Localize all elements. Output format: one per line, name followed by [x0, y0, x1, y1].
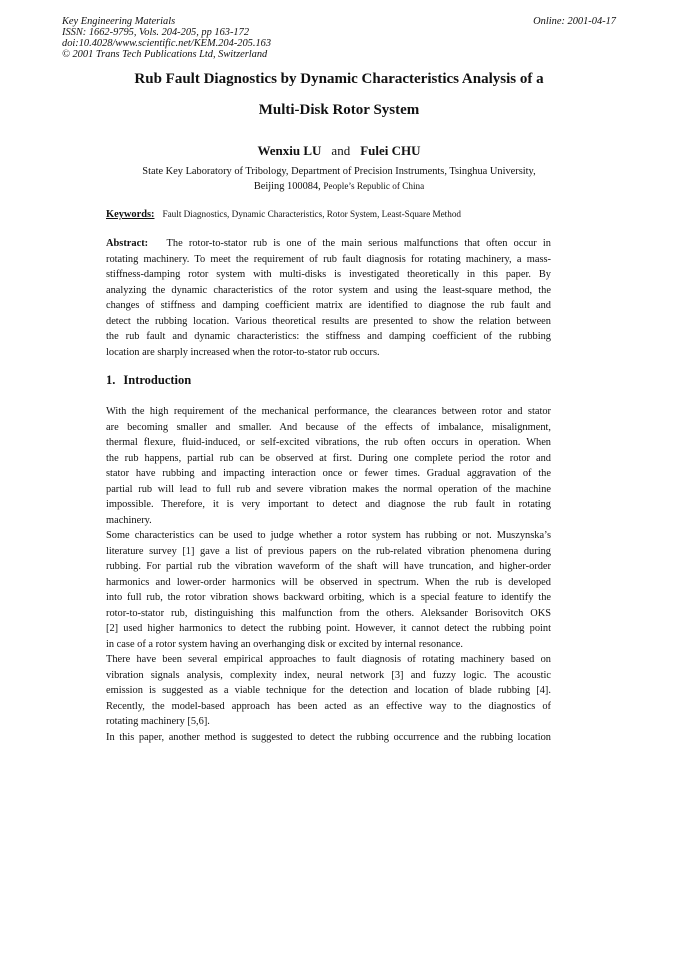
intro-line: [2] used higher harmonics to detect the rubbing point. However, it cannot detect the rubbing point	[106, 623, 551, 634]
affiliation	[80, 164, 598, 194]
author-conjunction: and	[331, 143, 351, 158]
intro-line: In this paper, another method is suggested to detect the rubbing occurrence and the rubbing location	[106, 731, 551, 743]
affiliation-country: People’s Republic of China	[323, 181, 425, 191]
keywords-text: Fault Diagnostics, Dynamic Characteristics, Rotor System, Least-Square Method	[162, 209, 462, 219]
abstract	[106, 236, 551, 360]
intro-line: harmonics and lower-order harmonics will be observed in spectrum. When the rub is developed	[106, 576, 551, 588]
doi-line: doi:10.4028/www.scientific.net/KEM.204-205.163	[62, 38, 272, 49]
abstract-line-text: The rotor-to-stator rub is one of the main serious malfunctions that often occur in	[166, 238, 552, 249]
author-2: Fulei CHU	[360, 143, 421, 158]
intro-line: into full rub, the rotor vibration shows backward orbiting, which is a special feature to identify the	[106, 592, 551, 603]
copyright-line: © 2001 Trans Tech Publications Ltd, Switzerland	[62, 49, 268, 60]
section-heading-introduction	[106, 373, 191, 387]
intro-line: rotating machinery [5,6].	[106, 716, 210, 727]
introduction-body	[106, 404, 551, 745]
abstract-label: Abstract:	[106, 238, 149, 249]
issn-line: ISSN: 1662-9795, Vols. 204-205, pp 163-172	[62, 27, 250, 38]
abstract-line	[106, 236, 551, 252]
intro-line: There have been several empirical approaches to fault diagnosis of rotating machinery based on	[106, 654, 551, 665]
section-number: 1.	[106, 373, 116, 387]
intro-line: partial rub will lead to full rub and severe vibration makes the normal operation of the machine	[106, 483, 551, 495]
intro-line: machinery.	[106, 514, 152, 526]
intro-line: impossible. Therefore, it is very important to detect and diagnose the rub fault in rotating	[106, 499, 551, 510]
online-date: Online: 2001-04-17	[533, 16, 616, 27]
abstract-line: rotating machinery. To meet the requirement of rub fault diagnosis for rotating machinery, a mass-	[106, 253, 551, 265]
intro-line: Some characteristics can be used to judge whether a rotor system has rubbing or not. Muszynska’s	[106, 530, 551, 541]
abstract-line: stiffness-damping rotor system with multi-disks is investigated theoretically in this paper. By	[106, 269, 551, 280]
publication-header	[62, 16, 271, 60]
keywords	[106, 208, 461, 221]
intro-line: rotor-to-stator rub, distinguishing this malfunction from the others. Aleksander Borisovitch OKS	[106, 607, 551, 619]
intro-line: vibration signals analysis, complexity index, neural network [3] and fuzzy logic. The acoustic	[106, 669, 551, 681]
section-title: Introduction	[123, 373, 192, 387]
abstract-line: detect the rubbing location. Various theoretical results are presented to show the relation between	[106, 315, 551, 327]
intro-line: the rub happens, partial rub can be observed at first. During one complete period the rotor and	[106, 452, 551, 464]
intro-line: thermal flexure, fluid-induced, or self-excited vibrations, the rub often occurs in operation. When	[106, 437, 551, 448]
intro-line: in case of a rotor system having an overhanging disk or excited by internal resonance.	[106, 638, 463, 650]
abstract-line: changes of stiffness and damping coefficient matrix are identified to diagnose the rub fault and	[106, 300, 551, 311]
intro-line: stator have rubbing and impacting interaction once or fewer times. Gradual aggravation of the	[106, 468, 551, 479]
intro-line: are becoming smaller and smaller. And because of the effects of imbalance, misalignment,	[106, 421, 551, 433]
abstract-line: the rub fault and dynamic characteristics: the stiffness and damping coefficient of the rubbing	[106, 331, 551, 342]
affiliation-line-2	[80, 179, 598, 194]
author-line	[0, 143, 678, 158]
intro-line: Recently, the model-based approach has been acted as an effective way to the diagnostics of	[106, 700, 551, 712]
abstract-line: location are sharply increased when the rotor-to-stator rub occurs.	[106, 346, 380, 358]
intro-line: emission is suggested as a viable technique for the detection and location of blade rubbing [4].	[106, 685, 551, 696]
paper-title-line-2: Multi-Disk Rotor System	[258, 102, 420, 118]
intro-line: literature survey [1] gave a list of previous papers on the rub-related vibration phenomena during	[106, 545, 551, 557]
affiliation-line-1: State Key Laboratory of Tribology, Department of Precision Instruments, Tsinghua University,	[142, 166, 536, 177]
journal-name: Key Engineering Materials	[62, 16, 176, 27]
intro-line: With the high requirement of the mechanical performance, the clearances between rotor and stator	[106, 406, 551, 417]
keywords-label: Keywords:	[106, 209, 155, 220]
paper-title-line-1: Rub Fault Diagnostics by Dynamic Characteristics Analysis of a	[134, 71, 544, 87]
intro-line: rubbing. For partial rub the vibration waveform of the shaft will have truncation, and higher-order	[106, 561, 551, 572]
affiliation-city: Beijing 100084,	[253, 181, 321, 192]
abstract-line: analyzing the dynamic characteristics of the rotor system and using the least-square method, the	[106, 284, 551, 296]
author-1: Wenxiu LU	[257, 143, 322, 158]
